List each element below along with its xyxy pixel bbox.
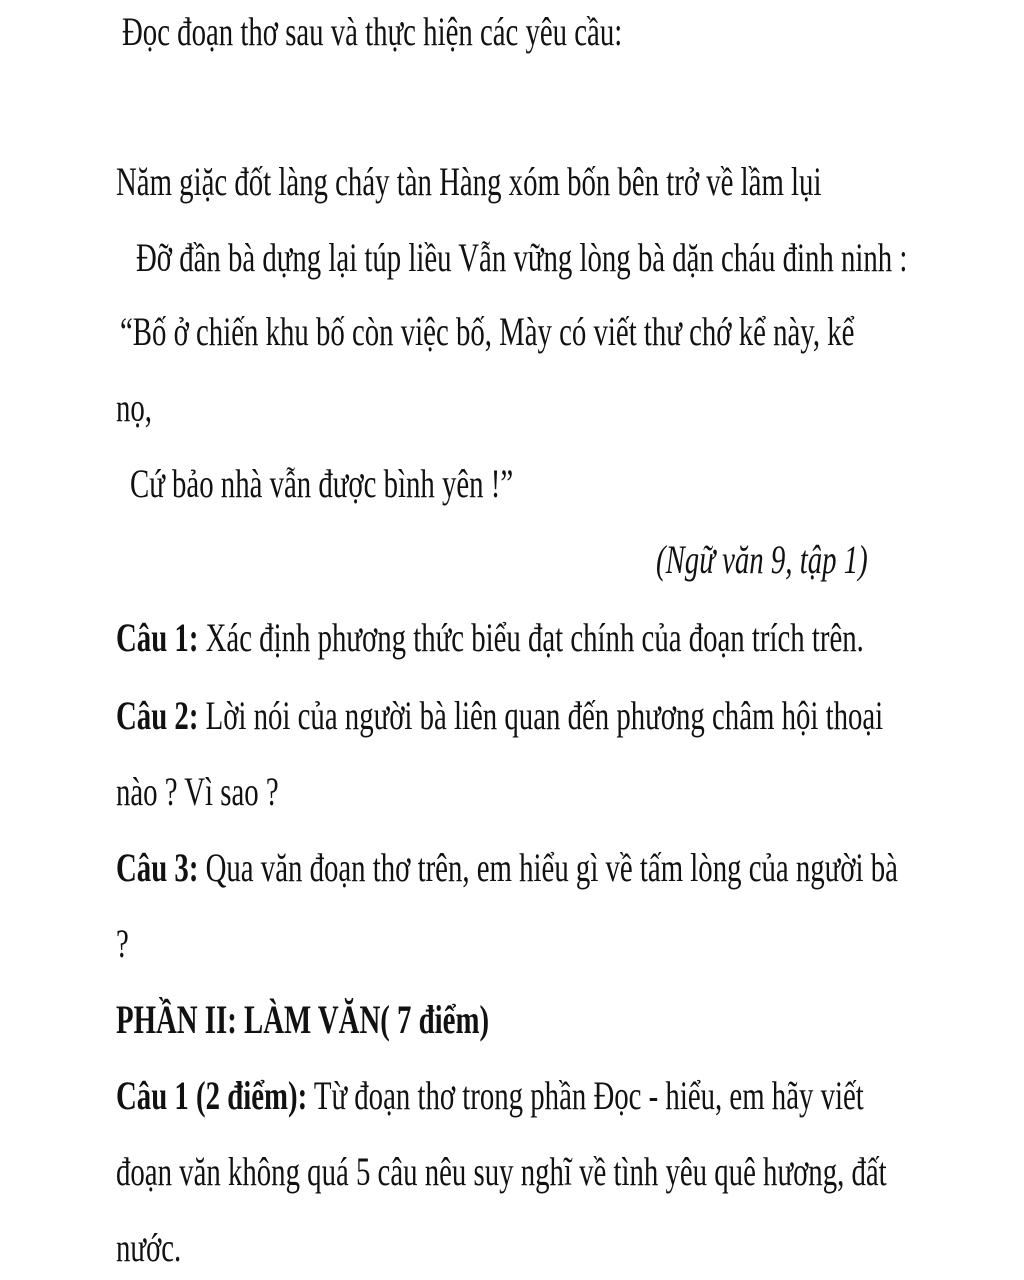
question-3-text: Qua văn đoạn thơ trên, em hiểu gì về tấm lòng của người bà [198, 845, 898, 890]
question-1-label: Câu 1: [116, 615, 199, 660]
poem-line-3-cont: nọ, [116, 385, 152, 430]
poem-line-2: Đỡ đần bà dựng lại túp liều Vẫn vững lòng bà dặn cháu đinh ninh : [136, 235, 908, 280]
question-3 [116, 845, 898, 890]
question-2-text: Lời nói của người bà liên quan đến phương châm hội thoại [198, 693, 884, 738]
part-2-question-1 [116, 1073, 864, 1118]
question-2-cont: nào ? Vì sao ? [116, 769, 279, 814]
instruction-line: Đọc đoạn thơ sau và thực hiện các yêu cầu: [122, 9, 623, 54]
question-2 [116, 693, 884, 738]
question-3-cont: ? [116, 921, 129, 966]
part-2-question-1-text: Từ đoạn thơ trong phần Đọc - hiểu, em hãy viết [307, 1073, 864, 1118]
part-2-question-1-label: Câu 1 (2 điểm): [116, 1073, 308, 1118]
part-2-heading: PHẦN II: LÀM VĂN( 7 điểm) [116, 997, 490, 1042]
question-1 [116, 615, 864, 660]
part-2-question-1-cont-2: nước. [116, 1225, 182, 1270]
poem-line-4: Cứ bảo nhà vẫn được bình yên !” [130, 461, 514, 506]
poem-source: (Ngữ văn 9, tập 1) [656, 537, 868, 582]
part-2-question-1-cont-1: đoạn văn không quá 5 câu nêu suy nghĩ về tình yêu quê hương, đất [116, 1149, 887, 1194]
question-2-label: Câu 2: [116, 693, 199, 738]
question-3-label: Câu 3: [116, 845, 199, 890]
question-1-text: Xác định phương thức biểu đạt chính của đoạn trích trên. [198, 615, 864, 660]
poem-line-1: Năm giặc đốt làng cháy tàn Hàng xóm bốn bên trở về lầm lụi [116, 159, 822, 204]
poem-line-3: “Bố ở chiến khu bố còn việc bố, Mày có viết thư chớ kể này, kể [120, 309, 855, 354]
